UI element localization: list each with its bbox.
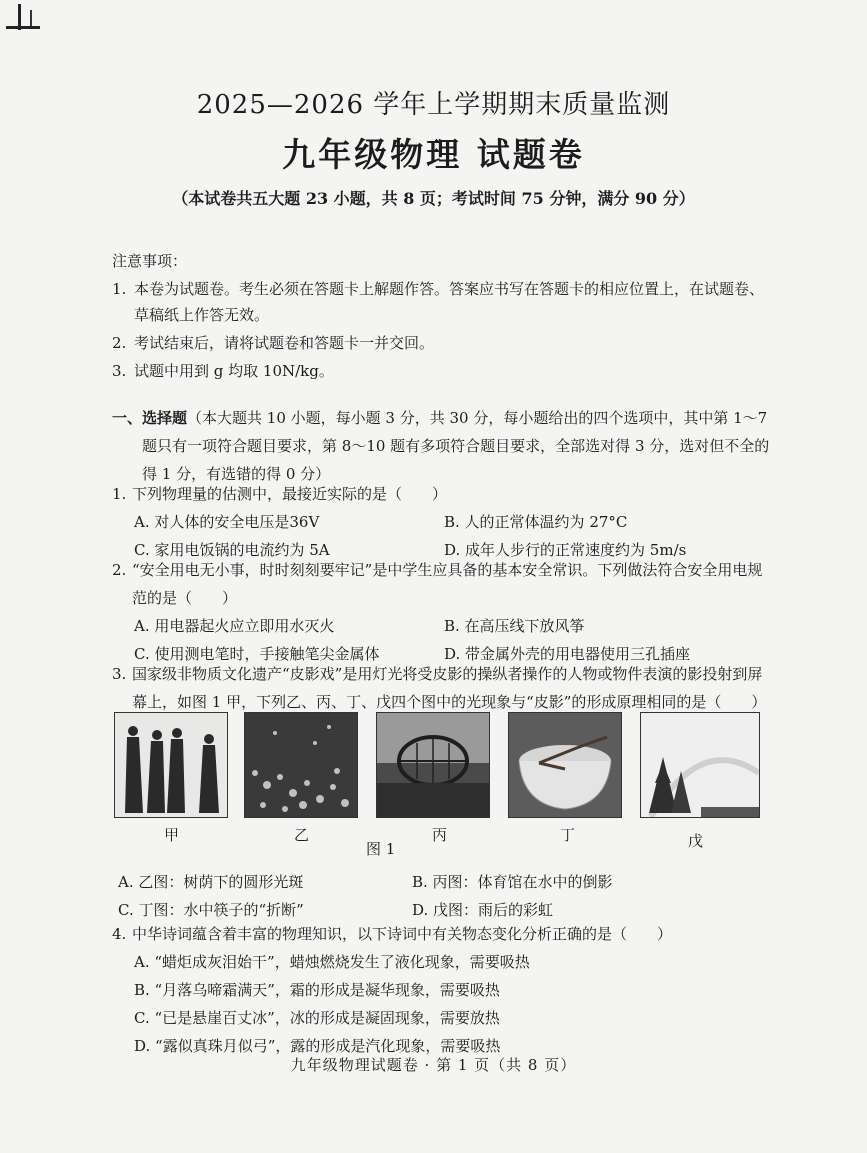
question-1	[112, 480, 772, 564]
question-3-options	[112, 868, 772, 924]
section-choice-header	[112, 404, 772, 488]
notice-item	[112, 330, 772, 356]
question-3	[112, 660, 772, 716]
question-stem: 中华诗词蕴含着丰富的物理知识，以下诗词中有关物态变化分析正确的是（ ）	[132, 925, 673, 943]
exam-subtitle: 2025—2026 学年上学期期末质量监测	[196, 90, 671, 120]
notice-item-text: 试题中用到 g 均取 10N/kg。	[134, 362, 334, 380]
question-number: 1.	[112, 485, 127, 503]
notice-item-number: 1.	[112, 280, 127, 298]
option-b: B. 人的正常体温约为 27°C	[444, 513, 628, 531]
option-d: D. 戊图：雨后的彩虹	[412, 901, 554, 919]
figure-labels	[114, 824, 764, 854]
question-stem: 国家级非物质文化遗产“皮影戏”是用灯光将受皮影的操纵者操作的人物或物件表演的影投射到屏幕上，如图 1 甲，下列乙、丙、丁、戊四个图中的光现象与“皮影”的形成原理相同的是（ ）	[132, 665, 767, 711]
figure-label-yi: 乙	[294, 826, 310, 844]
figure-caption: 图 1	[366, 840, 396, 858]
option-a: A. 用电器起火应立即用水灭火	[134, 617, 335, 635]
notice-item	[112, 358, 772, 384]
option-b: B. “月落乌啼霜满天”，霜的形成是凝华现象，需要吸热	[134, 981, 500, 999]
section-description-continued: 题只有一项符合题目要求，第 8～10 题有多项符合题目要求，全部选对得 3 分，选对但不全的得 1 分，有选错的得 0 分）	[142, 437, 770, 483]
option-a: A. 乙图：树荫下的圆形光斑	[118, 873, 304, 891]
notice-item-text: 考试结束后，请将试题卷和答题卡一并交回。	[134, 334, 435, 352]
question-number: 2.	[112, 561, 127, 579]
question-4	[112, 920, 772, 1060]
tree-shade-light-spots-photo	[244, 712, 358, 818]
figure-label-ding: 丁	[560, 826, 576, 844]
option-c: C. 家用电饭锅的电流约为 5A	[134, 541, 330, 559]
option-c: C. 丁图：水中筷子的“折断”	[118, 901, 304, 919]
exam-title: 九年级物理 试题卷	[282, 135, 585, 174]
notice-item-text: 本卷为试题卷。考生必须在答题卡上解题作答。答案应书写在答题卡的相应位置上，在试题卷、草稿纸上作答无效。	[134, 280, 765, 324]
figure-label-wu: 戊	[688, 832, 704, 850]
option-b: B. 在高压线下放风筝	[444, 617, 585, 635]
question-2	[112, 556, 772, 668]
section-label: 一、选择题	[112, 409, 188, 427]
notice-item	[112, 276, 772, 328]
option-a: A. 对人体的安全电压是36V	[134, 513, 320, 531]
question-number: 3.	[112, 665, 127, 683]
question-stem: 下列物理量的估测中，最接近实际的是（ ）	[132, 485, 448, 503]
chopsticks-in-water-photo	[508, 712, 622, 818]
question-stem: “安全用电无小事，时时刻刻要牢记”是中学生应具备的基本安全常识。下列做法符合安全用电规范的是（ ）	[132, 561, 763, 607]
exam-header	[0, 84, 867, 209]
option-c: C. “已是悬崖百丈冰”，冰的形成是凝固现象，需要放热	[134, 1009, 500, 1027]
binding-mark-icon	[6, 4, 40, 30]
rainbow-after-rain-photo	[640, 712, 760, 818]
stadium-reflection-photo	[376, 712, 490, 818]
notice-item-number: 2.	[112, 334, 127, 352]
option-d: D. 成年人步行的正常速度约为 5m/s	[444, 541, 687, 559]
notice-title: 注意事项：	[112, 252, 188, 270]
figure-label-jia: 甲	[164, 826, 180, 844]
exam-info: （本试卷共五大题 23 小题，共 8 页；考试时间 75 分钟，满分 90 分）	[172, 189, 695, 208]
option-d: D. 带金属外壳的用电器使用三孔插座	[444, 645, 691, 663]
shadow-puppets-photo	[114, 712, 228, 818]
question-number: 4.	[112, 925, 127, 943]
section-description: （本大题共 10 小题，每小题 3 分，共 30 分，每小题给出的四个选项中，其中第 1～7	[187, 409, 768, 427]
option-d: D. “露似真珠月似弓”，露的形成是汽化现象，需要吸热	[134, 1037, 501, 1055]
option-c: C. 使用测电笔时，手接触笔尖金属体	[134, 645, 380, 663]
option-a: A. “蜡炬成灰泪始干”，蜡烛燃烧发生了液化现象，需要吸热	[134, 953, 530, 971]
page-footer: 九年级物理试题卷 · 第 1 页（共 8 页）	[290, 1056, 577, 1074]
figure-1	[114, 712, 764, 820]
notice-item-number: 3.	[112, 362, 127, 380]
notice-section	[112, 248, 772, 384]
option-b: B. 丙图：体育馆在水中的倒影	[412, 873, 613, 891]
figure-label-bing: 丙	[432, 826, 448, 844]
